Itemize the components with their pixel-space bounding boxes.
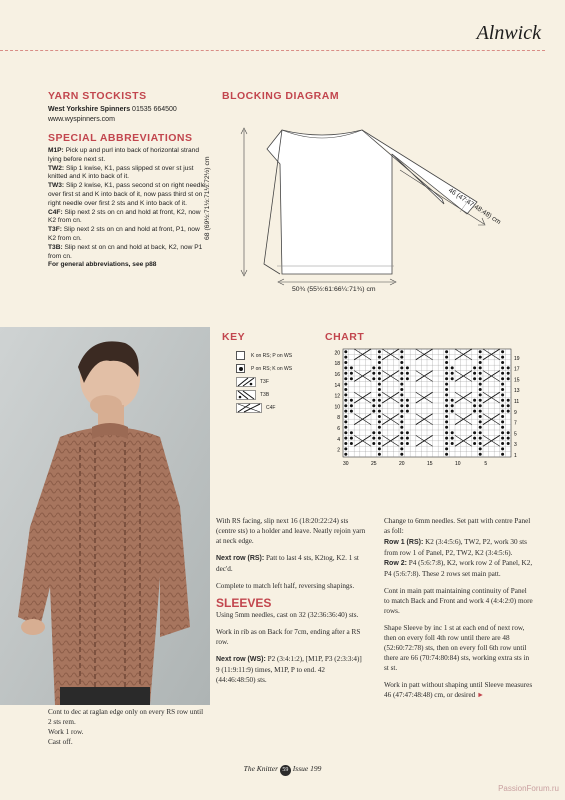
purl-dot — [473, 410, 476, 413]
purl-dot — [344, 372, 347, 375]
abbreviation-text: Pick up and purl into back of horizontal strand lying before next st. — [48, 147, 200, 163]
key-item-label: P on RS; K on WS — [251, 365, 293, 372]
purl-dot — [479, 393, 482, 396]
yarn-url[interactable]: www.wyspinners.com — [48, 115, 115, 123]
purl-dot — [501, 420, 504, 423]
chart-row-label: 17 — [514, 366, 520, 373]
yarn-phone: 01535 664500 — [132, 106, 177, 113]
purl-dot — [507, 399, 510, 402]
purl-dot — [344, 356, 347, 359]
purl-dot — [350, 372, 353, 375]
purl-dot — [378, 372, 381, 375]
abbreviation-item — [48, 147, 208, 165]
abbreviation-item — [48, 182, 208, 208]
purl-dot — [479, 350, 482, 353]
purl-dot — [479, 356, 482, 359]
key-panel — [222, 331, 312, 414]
purl-dot — [501, 404, 504, 407]
t3b-icon — [236, 390, 256, 400]
purl-dot — [400, 426, 403, 429]
chart-col-label: 30 — [343, 461, 349, 467]
page-number: 59 — [280, 765, 291, 776]
purl-dot — [372, 377, 375, 380]
mid-paragraph-2 — [216, 553, 366, 574]
purl-dot — [400, 447, 403, 450]
chart-panel — [325, 331, 545, 467]
purl-dot — [479, 426, 482, 429]
key-heading: KEY — [222, 331, 246, 343]
purl-dot — [400, 431, 403, 434]
purl-dot — [400, 442, 403, 445]
continue-arrow-icon: ► — [477, 691, 485, 699]
purl-dot — [451, 431, 454, 434]
purl-dot — [406, 404, 409, 407]
purl-dot — [501, 361, 504, 364]
purl-dot — [378, 442, 381, 445]
row-text: P2 (3:4:1:2), [M1P, P3 (2:3:3:4)] 9 (11:9:11:9) times, M1P, P to end. 42 (44:46:48:50) sts. — [216, 655, 362, 684]
purl-dot — [479, 361, 482, 364]
purl-dot — [501, 350, 504, 353]
purl-dot — [400, 361, 403, 364]
purl-dot — [479, 372, 482, 375]
purl-dot — [372, 372, 375, 375]
purl-dot — [406, 410, 409, 413]
bottom-left-paragraph-1: Cont to dec at raglan edge only on every RS row until 2 sts rem. — [48, 708, 204, 726]
purl-dot — [445, 426, 448, 429]
chart-row-label: 5 — [514, 431, 517, 438]
purl-dot — [378, 404, 381, 407]
purl-dot — [501, 410, 504, 413]
yarn-stockists-heading: YARN STOCKISTS — [48, 90, 147, 102]
purl-dot — [445, 431, 448, 434]
purl-dot — [501, 372, 504, 375]
purl-dot — [378, 420, 381, 423]
purl-dot — [344, 420, 347, 423]
purl-dot — [507, 410, 510, 413]
purl-dot — [479, 453, 482, 456]
purl-dot — [344, 377, 347, 380]
purl-dot — [507, 442, 510, 445]
right-paragraph-1: Change to 6mm needles. Set patt with centre Panel as foll: — [384, 517, 531, 535]
purl-dot — [451, 437, 454, 440]
row-label: Row 2: — [384, 560, 407, 567]
purl-dot — [507, 377, 510, 380]
purl-dot — [350, 431, 353, 434]
purl-dot — [406, 431, 409, 434]
abbreviation-text: Slip 2 kwise, K1, pass second st on right needle over first st and K into back of it, now pass third st on right needle over first 2 sts and K into back of it. — [48, 182, 206, 207]
purl-dot — [372, 399, 375, 402]
purl-dot — [501, 431, 504, 434]
bottom-left-paragraph-3: Cast off. — [48, 738, 73, 746]
purl-dot — [479, 366, 482, 369]
purl-dot — [507, 372, 510, 375]
general-abbreviations-note: For general abbreviations, see p88 — [48, 261, 157, 269]
dot-square-icon — [236, 364, 245, 373]
yarn-supplier: West Yorkshire Spinners — [48, 106, 131, 113]
purl-dot — [400, 388, 403, 391]
purl-dot — [378, 393, 381, 396]
purl-dot — [406, 399, 409, 402]
purl-dot — [344, 393, 347, 396]
abbreviation-text: Slip 1 kwise, K1, pass slipped st over st just knitted and K into back of it. — [48, 164, 194, 181]
chart-row-label: 19 — [514, 355, 520, 362]
key-list — [222, 349, 312, 414]
row-label: Next row (RS): — [216, 555, 265, 562]
purl-dot — [445, 410, 448, 413]
width-measurement: 50¾ (55½:61:66¼:71¾) cm — [292, 286, 376, 293]
purl-dot — [378, 447, 381, 450]
abbreviation-code: M1P: — [48, 147, 64, 154]
purl-dot — [451, 410, 454, 413]
purl-dot — [445, 442, 448, 445]
purl-dot — [350, 410, 353, 413]
purl-dot — [479, 431, 482, 434]
abbreviation-item — [48, 226, 208, 244]
purl-dot — [501, 442, 504, 445]
purl-dot — [501, 426, 504, 429]
chart-col-label: 10 — [455, 461, 461, 467]
model-wearing-sweater-image — [0, 327, 210, 705]
purl-dot — [350, 442, 353, 445]
chart-row-label: 6 — [337, 426, 340, 432]
purl-dot — [445, 453, 448, 456]
purl-dot — [445, 393, 448, 396]
key-item-t3f — [236, 375, 312, 388]
purl-dot — [400, 383, 403, 386]
purl-dot — [473, 399, 476, 402]
row-text: Patt to last 4 sts, K2tog, K2. 1 st dec'd. — [216, 554, 359, 573]
key-item-label: C4F — [266, 404, 276, 411]
purl-dot — [451, 377, 454, 380]
yarn-supplier-line — [48, 105, 208, 115]
purl-dot — [445, 388, 448, 391]
purl-dot — [344, 431, 347, 434]
instructions-right-column — [384, 516, 534, 707]
purl-dot — [400, 399, 403, 402]
abbreviation-code: TW3: — [48, 182, 65, 190]
chart-row-label: 14 — [334, 382, 340, 389]
purl-dot — [344, 388, 347, 391]
purl-dot — [400, 404, 403, 407]
instructions-middle-column — [216, 516, 366, 692]
purl-dot — [406, 372, 409, 375]
purl-dot — [378, 410, 381, 413]
purl-dot — [445, 404, 448, 407]
purl-dot — [479, 447, 482, 450]
purl-dot — [400, 350, 403, 353]
purl-dot — [501, 388, 504, 391]
purl-dot — [473, 437, 476, 440]
mid-paragraph-4: Using 5mm needles, cast on 32 (32:36:36:40) sts. — [216, 611, 359, 619]
purl-dot — [507, 431, 510, 434]
purl-dot — [400, 372, 403, 375]
chart-col-label: 20 — [399, 461, 405, 467]
left-column — [48, 90, 208, 270]
purl-dot — [378, 361, 381, 364]
purl-dot — [445, 356, 448, 359]
bottom-left-paragraph-2: Work 1 row. — [48, 728, 84, 736]
purl-dot — [445, 350, 448, 353]
purl-dot — [372, 437, 375, 440]
purl-dot — [501, 377, 504, 380]
purl-dot — [501, 366, 504, 369]
mid-paragraph-3: Complete to match left half, reversing shapings. — [216, 582, 355, 590]
issue-number: Issue 199 — [292, 764, 322, 773]
page-footer — [0, 764, 565, 776]
purl-dot — [378, 377, 381, 380]
purl-dot — [479, 383, 482, 386]
purl-dot — [378, 366, 381, 369]
abbreviations-heading: SPECIAL ABBREVIATIONS — [48, 132, 193, 144]
purl-dot — [501, 356, 504, 359]
right-row-1 — [384, 537, 534, 579]
purl-dot — [445, 361, 448, 364]
chart-row-label: 12 — [334, 393, 340, 400]
purl-dot — [445, 399, 448, 402]
purl-dot — [501, 393, 504, 396]
purl-dot — [400, 453, 403, 456]
purl-dot — [372, 442, 375, 445]
purl-dot — [473, 372, 476, 375]
purl-dot — [507, 437, 510, 440]
purl-dot — [378, 426, 381, 429]
abbreviation-text: Slip next 2 sts on cn and hold at front, P1, now K2 from cn. — [48, 226, 200, 242]
purl-dot — [344, 383, 347, 386]
purl-dot — [344, 415, 347, 418]
purl-dot — [344, 404, 347, 407]
purl-dot — [479, 420, 482, 423]
abbreviations-list — [48, 147, 208, 261]
pattern-title: Alnwick — [476, 22, 541, 44]
purl-dot — [372, 431, 375, 434]
row-label: Next row (WS): — [216, 656, 266, 663]
magazine-name: The Knitter — [243, 764, 279, 773]
purl-dot — [350, 377, 353, 380]
key-item-label: T3B — [260, 391, 270, 398]
row-text: P4 (5:6:7:8), K2, work row 2 of Panel, K2, P4 (5:6:7:8). These 2 rows set main patt. — [384, 559, 533, 578]
model-photo — [0, 327, 210, 705]
chart-row-label: 10 — [334, 404, 340, 411]
purl-dot — [400, 393, 403, 396]
mid-paragraph-5: Work in rib as on Back for 7cm, ending after a RS row. — [216, 628, 361, 646]
purl-dot — [400, 415, 403, 418]
key-item-c4f — [236, 401, 312, 414]
purl-dot — [344, 361, 347, 364]
purl-dot — [406, 442, 409, 445]
purl-dot — [344, 399, 347, 402]
purl-dot — [451, 366, 454, 369]
chart-col-label: 25 — [371, 461, 377, 467]
purl-dot — [344, 442, 347, 445]
purl-dot — [344, 350, 347, 353]
chart-row-label: 4 — [337, 436, 340, 443]
purl-dot — [344, 453, 347, 456]
purl-dot — [400, 377, 403, 380]
purl-dot — [378, 453, 381, 456]
chart-row-label: 16 — [334, 372, 340, 378]
key-item-label: T3F — [260, 378, 269, 385]
chart-col-label: 15 — [427, 461, 433, 467]
purl-dot — [406, 377, 409, 380]
purl-dot — [378, 388, 381, 391]
purl-dot — [479, 399, 482, 402]
purl-dot — [378, 356, 381, 359]
t3f-icon — [236, 377, 256, 387]
purl-dot — [507, 366, 510, 369]
chart-row-label: 3 — [514, 442, 517, 449]
purl-dot — [350, 366, 353, 369]
abbreviation-code: C4F: — [48, 208, 63, 216]
purl-dot — [473, 377, 476, 380]
right-paragraph-2: Cont in main patt maintaining continuity of Panel to match Back and Front and work 4 (4:4:2:0) more rows. — [384, 587, 533, 615]
chart-row-label: 20 — [334, 350, 340, 357]
chart-row-label: 15 — [514, 377, 520, 384]
mid-paragraph-1: With RS facing, slip next 16 (18:20:22:24) sts (centre sts) to a holder and leave. Neatly rejoin yarn at neck edge. — [216, 517, 366, 545]
purl-dot — [501, 447, 504, 450]
purl-dot — [378, 437, 381, 440]
purl-dot — [372, 410, 375, 413]
row-label: Row 1 (RS): — [384, 539, 424, 546]
key-item-label: K on RS; P on WS — [251, 352, 293, 359]
chart-heading: CHART — [325, 331, 365, 343]
purl-dot — [372, 366, 375, 369]
purl-dot — [479, 377, 482, 380]
chart-row-label: 8 — [337, 415, 340, 422]
purl-dot — [451, 442, 454, 445]
purl-dot — [479, 437, 482, 440]
purl-dot — [451, 372, 454, 375]
key-item-purl — [236, 362, 312, 375]
key-item-t3b — [236, 388, 312, 401]
cable-chart — [325, 345, 545, 495]
blocking-diagram — [204, 90, 522, 310]
chart-row-label: 7 — [514, 420, 517, 427]
purl-dot — [344, 437, 347, 440]
purl-dot — [344, 426, 347, 429]
empty-square-icon — [236, 351, 245, 360]
chart-row-label: 1 — [514, 453, 517, 459]
purl-dot — [372, 404, 375, 407]
purl-dot — [479, 404, 482, 407]
purl-dot — [501, 399, 504, 402]
chart-row-label: 9 — [514, 409, 517, 416]
chart-row-label: 11 — [514, 399, 520, 405]
purl-dot — [473, 404, 476, 407]
purl-dot — [350, 437, 353, 440]
abbreviation-item — [48, 244, 208, 262]
purl-dot — [445, 447, 448, 450]
purl-dot — [350, 404, 353, 407]
length-measurement: 68 (69½:71½:71½:72½) cm — [204, 156, 211, 240]
purl-dot — [378, 399, 381, 402]
purl-dot — [473, 366, 476, 369]
purl-dot — [406, 437, 409, 440]
purl-dot — [479, 415, 482, 418]
purl-dot — [344, 410, 347, 413]
purl-dot — [400, 410, 403, 413]
purl-dot — [501, 383, 504, 386]
purl-dot — [445, 366, 448, 369]
purl-dot — [445, 420, 448, 423]
purl-dot — [445, 377, 448, 380]
purl-dot — [378, 415, 381, 418]
abbreviation-code: TW2: — [48, 164, 65, 172]
purl-dot — [378, 350, 381, 353]
sleeves-heading: SLEEVES — [216, 596, 272, 610]
abbreviation-text: Slip next st on cn and hold at back, K2, now P1 from cn. — [48, 243, 203, 260]
purl-dot — [479, 388, 482, 391]
purl-dot — [451, 399, 454, 402]
purl-dot — [400, 366, 403, 369]
purl-dot — [479, 442, 482, 445]
chart-row-label: 13 — [514, 388, 520, 395]
purl-dot — [451, 404, 454, 407]
purl-dot — [400, 356, 403, 359]
purl-dot — [501, 437, 504, 440]
purl-dot — [400, 420, 403, 423]
mid-paragraph-6 — [216, 654, 366, 685]
purl-dot — [501, 415, 504, 418]
row-text: K2 (3:4:5:6), TW2, P2, work 30 sts from row 1 of Panel, P2, TW2, K2 (3:4:5:6). — [384, 538, 527, 557]
purl-dot — [473, 442, 476, 445]
sleeve-measurement: 46 (47:47:48:48) cm — [447, 186, 502, 227]
abbreviation-code: T3B: — [48, 243, 63, 251]
key-item-knit — [236, 349, 312, 362]
chart-col-label: 5 — [484, 461, 488, 467]
purl-dot — [445, 383, 448, 386]
c4f-icon — [236, 403, 262, 413]
purl-dot — [507, 404, 510, 407]
chart-row-label: 2 — [337, 447, 340, 454]
abbreviation-text: Slip next 2 sts on cn and hold at front, K2, now K2 from cn. — [48, 208, 201, 225]
purl-dot — [378, 383, 381, 386]
purl-dot — [344, 447, 347, 450]
purl-dot — [350, 399, 353, 402]
chart-row-label: 18 — [334, 361, 340, 368]
watermark: PassionForum.ru — [498, 784, 559, 793]
purl-dot — [400, 437, 403, 440]
purl-dot — [479, 410, 482, 413]
purl-dot — [445, 372, 448, 375]
purl-dot — [473, 431, 476, 434]
right-paragraph-4 — [384, 680, 534, 700]
abbreviation-item — [48, 209, 208, 227]
purl-dot — [501, 453, 504, 456]
purl-dot — [445, 437, 448, 440]
blocking-diagram-heading: BLOCKING DIAGRAM — [222, 90, 340, 102]
instructions-bottom-left — [48, 707, 208, 747]
header-divider — [0, 50, 545, 51]
purl-dot — [445, 415, 448, 418]
abbreviation-item — [48, 165, 208, 183]
right-paragraph-3: Shape Sleeve by inc 1 st at each end of next row, then on every foll 4th row until there are 48 (52:60:72:78) sts, then on every foll 6th row until there are 66 (70:74:80:84) sts, working extra sts in st st. — [384, 624, 530, 672]
continued-text: Work in patt without shaping until Sleeve measures 46 (47:47:48:48) cm, or desired — [384, 681, 533, 699]
purl-dot — [344, 366, 347, 369]
purl-dot — [378, 431, 381, 434]
abbreviation-code: T3F: — [48, 226, 62, 234]
purl-dot — [406, 366, 409, 369]
